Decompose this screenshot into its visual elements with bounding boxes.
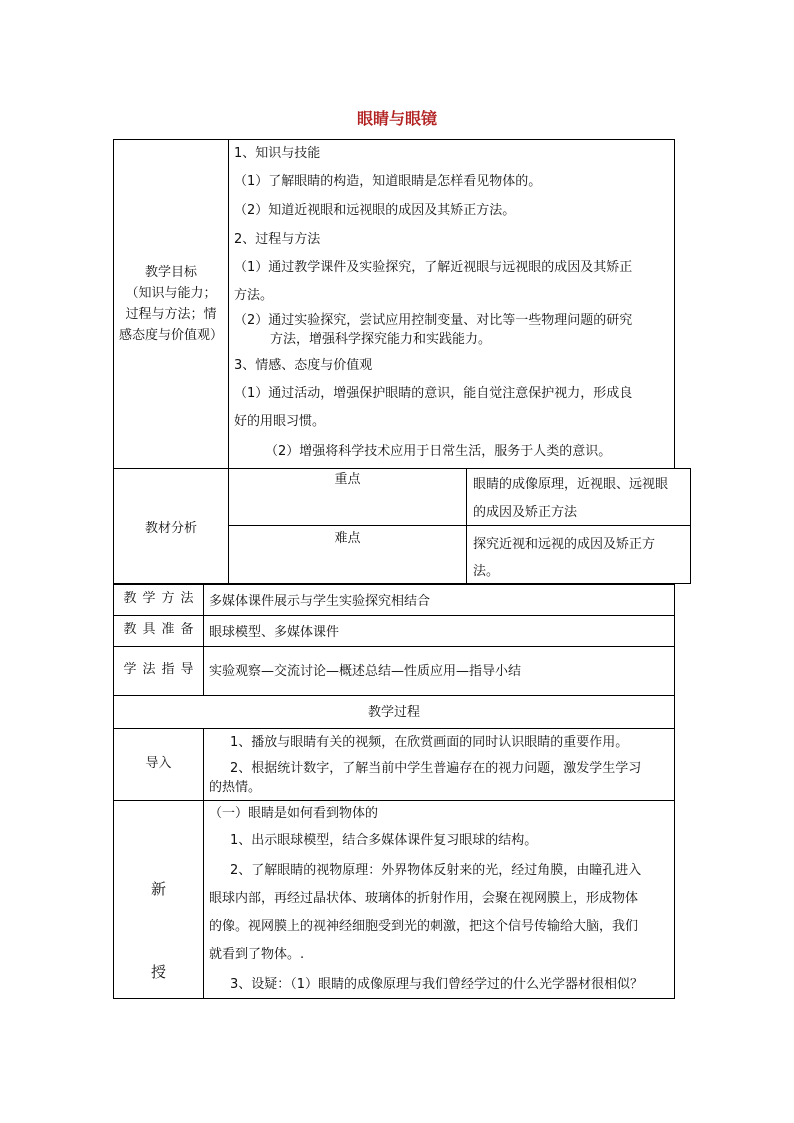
objective-line: 好的用眼习惯。 <box>234 414 326 429</box>
key-content-line: 眼睛的成像原理，近视眼、远视眼 <box>473 477 669 492</box>
objective-line: （1）通过教学课件及实验探究，了解近视眼与远视眼的成因及其矫正 <box>234 260 633 275</box>
new-line: 就看到了物体。. <box>209 947 305 962</box>
key-label: 重点 <box>334 472 361 487</box>
objective-line: （2）增强将科学技术应用于日常生活，服务于人类的意识。 <box>265 444 612 459</box>
page-title: 眼睛与眼镜 <box>356 109 437 128</box>
intro-line: 2、根据统计数字，了解当前中学生普遍存在的视力问题，激发学生学习 <box>230 761 642 776</box>
intro-line: 1、播放与眼睛有关的视频，在欣赏画面的同时认识眼睛的重要作用。 <box>230 735 629 750</box>
new-line: 的像。视网膜上的视神经细胞受到光的刺激，把这个信号传输给大脑，我们 <box>209 919 639 934</box>
study-value: 实验观察—交流讨论—概述总结—性质应用—指导小结 <box>209 664 522 679</box>
study-label: 学法指导 <box>123 662 200 677</box>
new-line: （一）眼睛是如何看到物体的 <box>209 806 379 821</box>
difficulty-content-cell <box>466 525 691 584</box>
key-content-line: 的成因及矫正方法 <box>473 505 578 520</box>
new-line: 眼球内部，再经过晶状体、玻璃体的折射作用，会聚在视网膜上，形成物体 <box>209 891 639 906</box>
process-header: 教学过程 <box>367 705 420 720</box>
objective-line: 2、过程与方法 <box>234 232 321 247</box>
objective-line: 1、知识与技能 <box>234 146 321 161</box>
objectives-label-line: 教学目标 <box>144 265 197 280</box>
intro-line: 的热情。 <box>209 780 262 795</box>
objective-line: （2）通过实验探究，尝试应用控制变量、对比等一些物理问题的研究 <box>234 313 633 328</box>
new-label-top: 新 <box>150 880 166 898</box>
new-label-bottom: 授 <box>150 963 166 981</box>
objective-line: 3、情感、态度与价值观 <box>234 358 373 373</box>
objective-line: （1）通过活动，增强保护眼睛的意识，能自觉注意保护视力，形成良 <box>234 386 633 401</box>
difficulty-label: 难点 <box>334 531 361 546</box>
intro-label: 导入 <box>145 756 172 771</box>
objectives-label-line: 感态度与价值观） <box>118 328 223 343</box>
objectives-label-cell <box>113 139 229 469</box>
material-label: 教材分析 <box>144 521 197 536</box>
difficulty-content-line: 探究近视和远视的成因及矫正方 <box>473 537 656 552</box>
objective-line: （2）知道近视眼和远视眼的成因及其矫正方法。 <box>234 203 516 218</box>
objective-line: 方法。 <box>234 288 274 303</box>
new-line: 1、出示眼球模型，结合多媒体课件复习眼球的结构。 <box>230 833 538 848</box>
tools-label: 教具准备 <box>123 622 200 637</box>
objectives-label-line: （知识与能力； <box>125 286 217 301</box>
new-line: 2、了解眼睛的视物原理：外界物体反射来的光，经过角膜，由瞳孔进入 <box>230 863 642 878</box>
method-label: 教学方法 <box>123 591 200 606</box>
difficulty-content-line: 法。 <box>473 564 500 579</box>
objective-line: （1）了解眼睛的构造，知道眼睛是怎样看见物体的。 <box>234 174 542 189</box>
objectives-label-line: 过程与方法；情 <box>125 307 217 322</box>
new-line: 3、设疑：（1）眼睛的成像原理与我们曾经学过的什么光学器材很相似？ <box>230 977 644 992</box>
tools-value: 眼球模型、多媒体课件 <box>209 625 340 640</box>
method-value: 多媒体课件展示与学生实验探究相结合 <box>209 594 431 609</box>
objective-line: 方法，增强科学探究能力和实践能力。 <box>270 332 492 347</box>
